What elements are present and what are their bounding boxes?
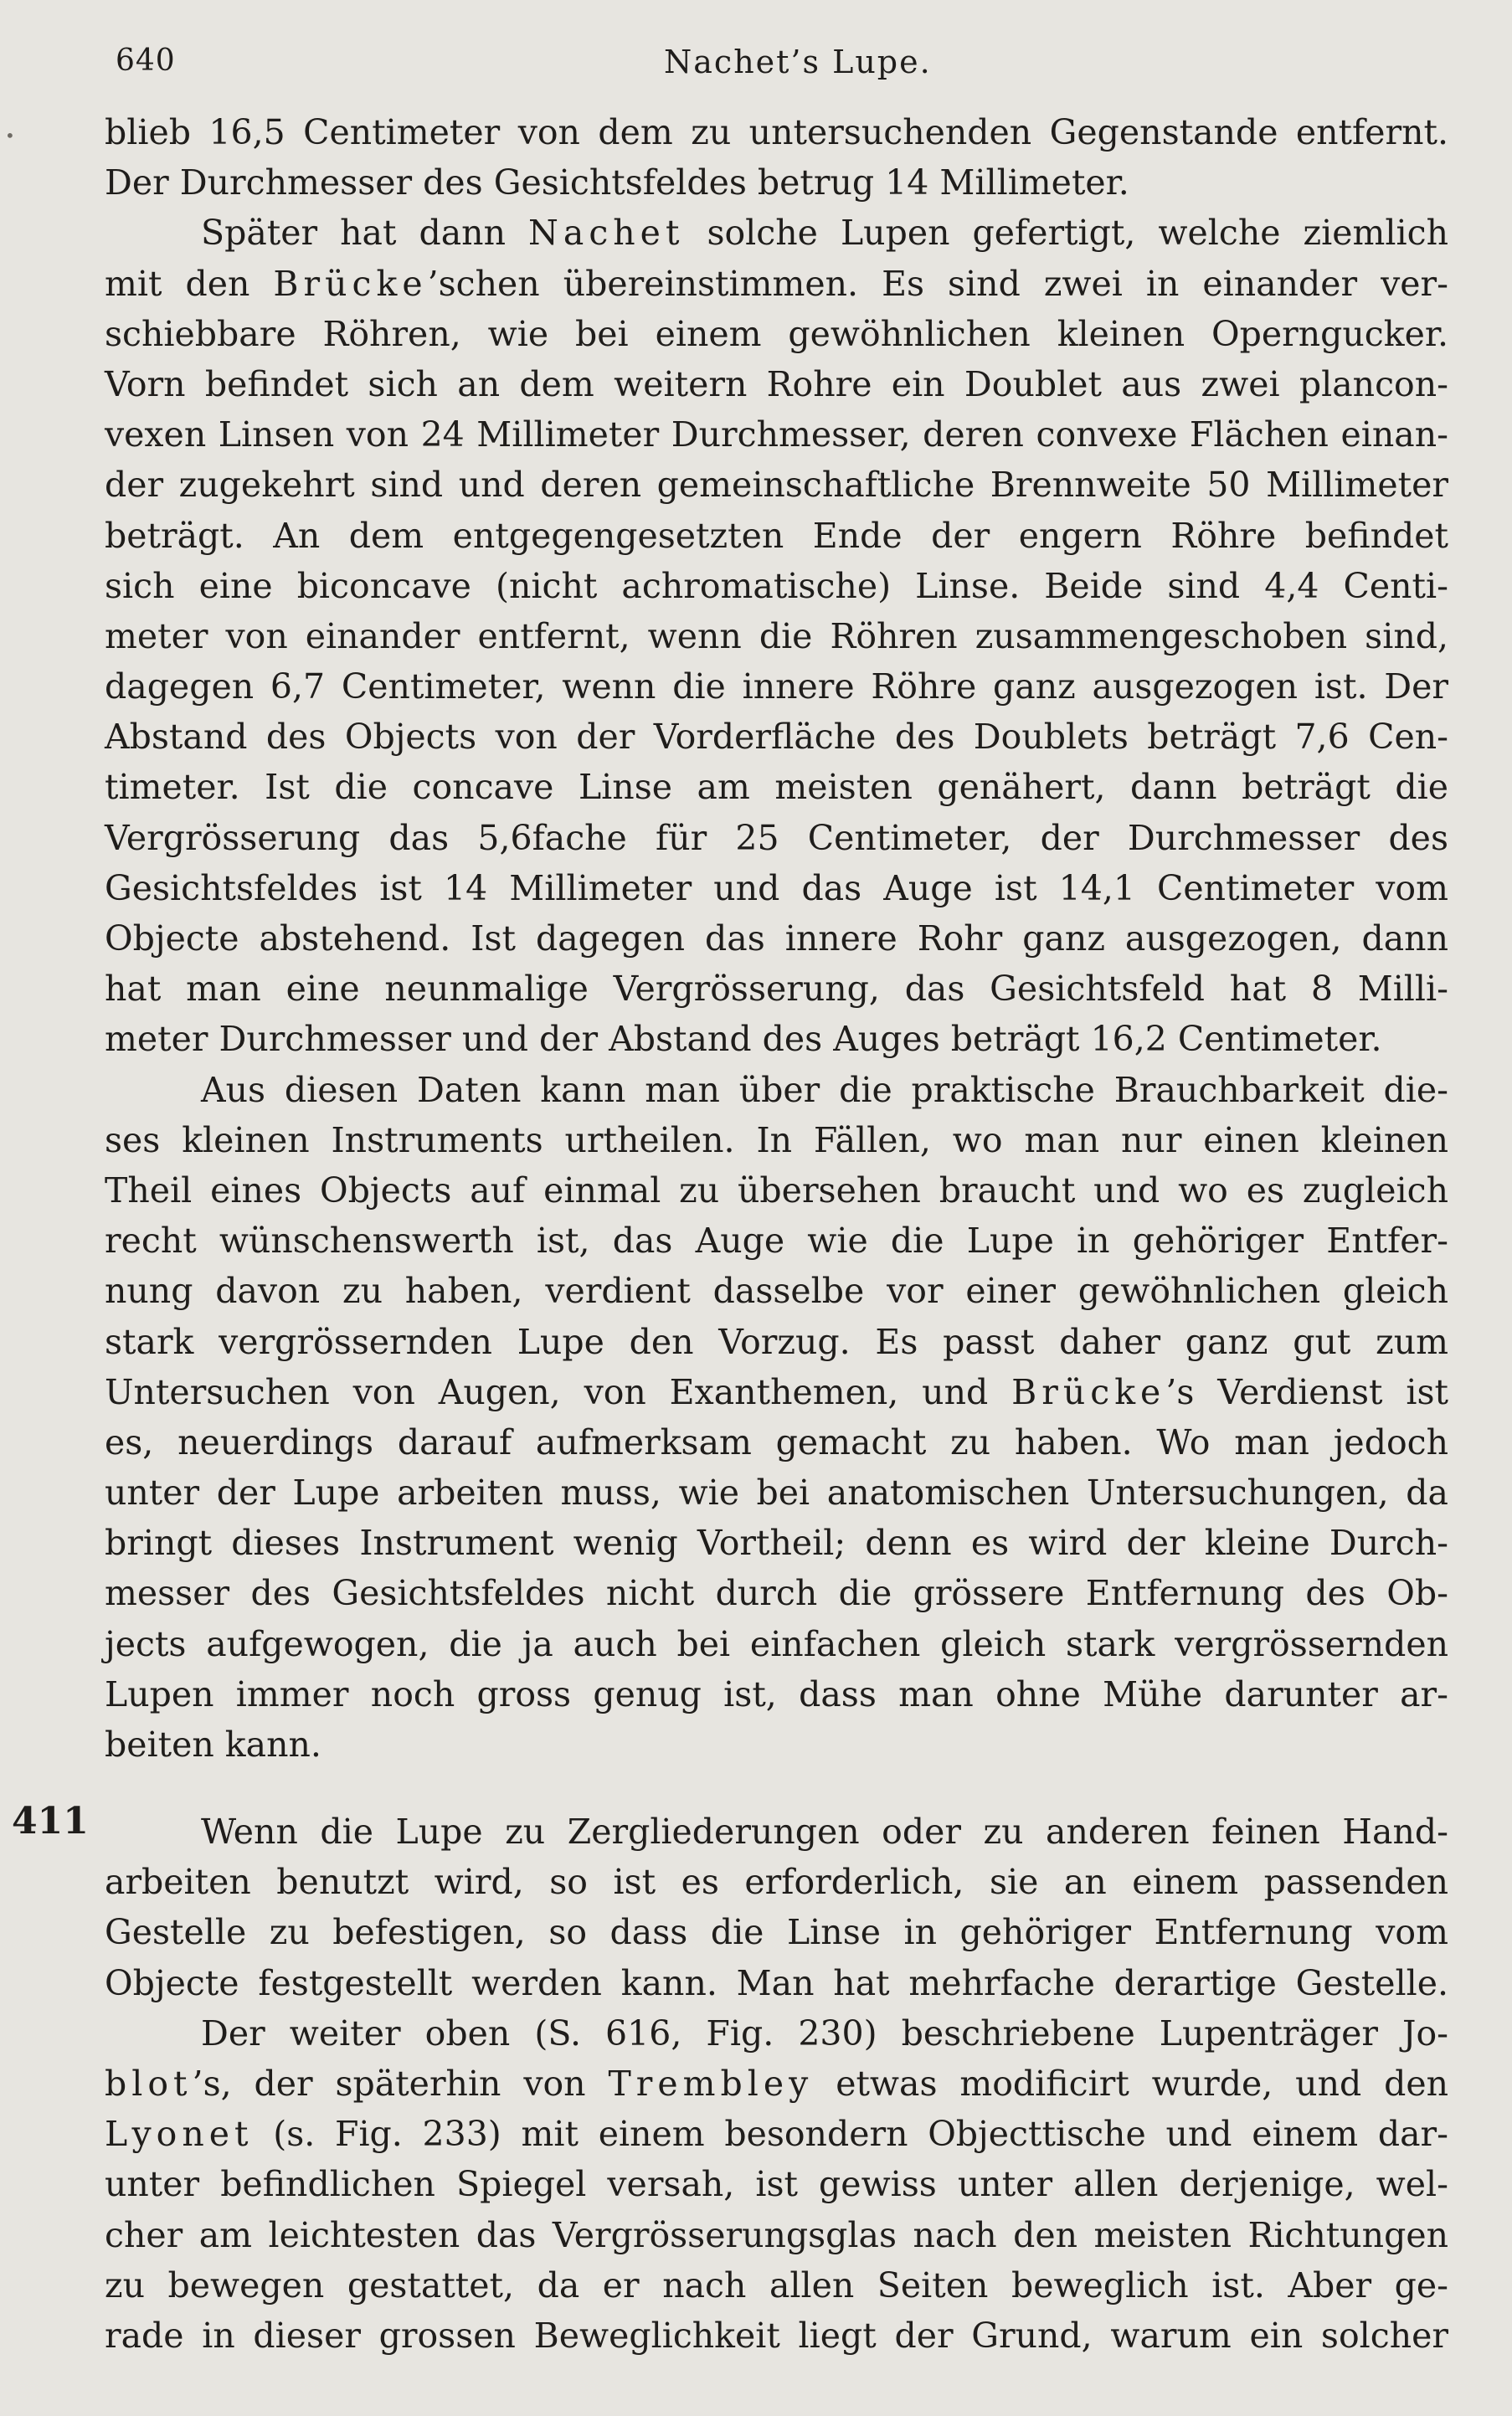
text-line: Gesichtsfeldes ist 14 Millimeter und das Auge ist 14,1 Centimeter vom: [105, 867, 1448, 908]
text-line: Vorn befindet sich an dem weitern Rohre ein Doublet aus zwei plancon-: [105, 363, 1448, 404]
text-line: vexen Linsen von 24 Millimeter Durchmesser, deren convexe Flächen einan-: [105, 414, 1448, 455]
text-line: hat man eine neunmalige Vergrösserung, das Gesichtsfeld hat 8 Milli-: [105, 969, 1448, 1010]
text-line: zu bewegen gestattet, da er nach allen Seiten beweglich ist. Aber ge-: [105, 2264, 1448, 2305]
page-number: 640: [116, 44, 176, 78]
text-line: dagegen 6,7 Centimeter, wenn die innere Röhre ganz ausgezogen ist. Der: [105, 666, 1448, 707]
text-line: meter Durchmesser und der Abstand des Auges beträgt 16,2 Centimeter.: [105, 1019, 1382, 1060]
text-line: unter der Lupe arbeiten muss, wie bei anatomischen Untersuchungen, da: [105, 1473, 1448, 1514]
text-line: meter von einander entfernt, wenn die Röhren zusammengeschoben sind,: [105, 615, 1448, 656]
text-line: der zugekehrt sind und deren gemeinschaftliche Brennweite 50 Millimeter: [105, 465, 1448, 506]
text-line: Abstand des Objects von der Vorderfläche des Doublets beträgt 7,6 Cen-: [105, 717, 1448, 758]
text-block-upper: [105, 107, 1448, 1770]
text-line: Vergrösserung das 5,6fache für 25 Centimeter, der Durchmesser des: [105, 817, 1448, 858]
text-line: Objecte festgestellt werden kann. Man hat mehrfache derartige Gestelle.: [105, 1962, 1448, 2003]
text-line: bringt dieses Instrument wenig Vortheil; denn es wird der kleine Durch-: [105, 1523, 1448, 1564]
text-line: rade in dieser grossen Beweglichkeit liegt der Grund, warum ein solcher: [105, 2315, 1448, 2356]
person-name: Trembley: [608, 2063, 814, 2104]
text-line: unter befindlichen Spiegel versah, ist gewiss unter allen derjenige, wel-: [105, 2164, 1448, 2205]
text-line: stark vergrössernden Lupe den Vorzug. Es passt daher ganz gut zum: [105, 1321, 1448, 1362]
text-line: es, neuerdings darauf aufmerksam gemacht zu haben. Wo man jedoch: [105, 1421, 1448, 1462]
text-line: Untersuchen von Augen, von Exanthemen, und Brücke’s Verdienst ist: [105, 1371, 1448, 1412]
text-line: blieb 16,5 Centimeter von dem zu untersuchenden Gegenstande entfernt.: [105, 112, 1448, 152]
text-line: Gestelle zu befestigen, so dass die Linse in gehöriger Entfernung vom: [105, 1912, 1448, 1953]
running-title: Nachet’s Lupe.: [664, 44, 932, 80]
text-line: Wenn die Lupe zu Zergliederungen oder zu anderen feinen Hand-: [201, 1812, 1448, 1852]
text-line: Der weiter oben (S. 616, Fig. 230) beschriebene Lupenträger Jo-: [201, 2012, 1448, 2054]
text-line: ses kleinen Instruments urtheilen. In Fällen, wo man nur einen kleinen: [105, 1119, 1448, 1160]
text-line: mit den Brücke’schen übereinstimmen. Es sind zwei in einander ver-: [105, 263, 1448, 304]
text-line: recht wünschenswerth ist, das Auge wie die Lupe in gehöriger Entfer-: [105, 1221, 1448, 1262]
text-line: cher am leichtesten das Vergrösserungsglas nach den meisten Richtungen: [105, 2214, 1448, 2255]
text-line: Theil eines Objects auf einmal zu übersehen braucht und wo es zugleich: [105, 1169, 1448, 1211]
text-line: schiebbare Röhren, wie bei einem gewöhnlichen kleinen Operngucker.: [105, 313, 1448, 354]
text-line: beträgt. An dem entgegengesetzten Ende der engern Röhre befindet: [105, 515, 1448, 556]
text-line: Später hat dann Nachet solche Lupen gefertigt, welche ziemlich: [201, 213, 1448, 254]
text-line: Lupen immer noch gross genug ist, dass man ohne Mühe darunter ar-: [105, 1673, 1448, 1714]
section-number: 411: [12, 1800, 89, 1843]
text-line: messer des Gesichtsfeldes nicht durch die grössere Entfernung des Ob-: [105, 1573, 1448, 1614]
text-line: timeter. Ist die concave Linse am meisten genähert, dann beträgt die: [105, 767, 1448, 808]
margin-speck: •: [5, 126, 15, 146]
person-name: Nachet: [528, 213, 685, 254]
text-line: Objecte abstehend. Ist dagegen das innere Rohr ganz ausgezogen, dann: [105, 918, 1448, 959]
person-name: Brücke: [1011, 1371, 1166, 1412]
text-line: Aus diesen Daten kann man über die praktische Brauchbarkeit die-: [201, 1069, 1448, 1110]
text-line: arbeiten benutzt wird, so ist es erforderlich, sie an einem passenden: [105, 1862, 1448, 1903]
text-line: jects aufgewogen, die ja auch bei einfachen gleich stark vergrössernden: [105, 1623, 1448, 1664]
text-line: nung davon zu haben, verdient dasselbe vor einer gewöhnlichen gleich: [105, 1271, 1448, 1312]
person-name: Lyonet: [105, 2114, 254, 2155]
text-line: blot’s, der späterhin von Trembley etwas modificirt wurde, und den: [105, 2063, 1448, 2104]
text-line: beiten kann.: [105, 1725, 321, 1765]
text-line: Der Durchmesser des Gesichtsfeldes betrug 14 Millimeter.: [105, 162, 1129, 203]
person-name: blot: [105, 2063, 193, 2104]
page-header: [116, 44, 1455, 94]
text-line: Lyonet (s. Fig. 233) mit einem besondern Objecttische und einem dar-: [105, 2114, 1448, 2155]
person-name: Brücke: [273, 263, 428, 304]
text-block-lower: [105, 1807, 1448, 2361]
text-line: sich eine biconcave (nicht achromatische) Linse. Beide sind 4,4 Centi-: [105, 565, 1448, 606]
